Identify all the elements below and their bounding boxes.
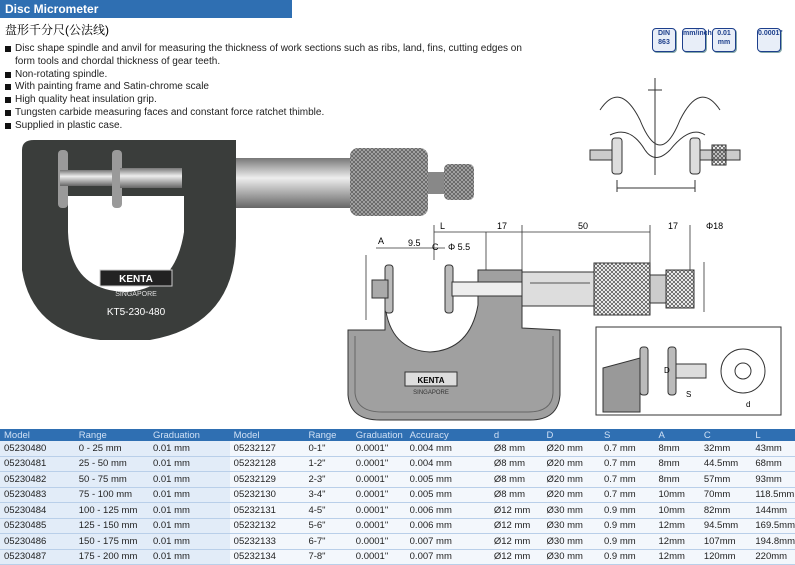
table-cell: 125 - 150 mm [75,518,149,534]
table-cell: 93mm [751,472,795,488]
table-cell: 0.0001" [352,534,406,550]
table-cell: 100 - 125 mm [75,503,149,519]
table-cell: 1-2" [304,456,351,472]
table-cell: Ø20 mm [543,456,600,472]
micrometer-photo [22,140,474,340]
col-D: D [543,429,600,441]
dim-phi55: Φ 5.5 [448,242,471,252]
table-cell: 68mm [751,456,795,472]
dim-50: 50 [578,221,589,231]
table-cell: 0.9 mm [600,534,655,550]
table-cell: 0.7 mm [600,472,655,488]
table-cell: 05230486 [0,534,75,550]
feature-item: High quality heat insulation grip. [5,94,525,107]
dim-95: 9.5 [408,238,421,248]
table-cell: Ø20 mm [543,472,600,488]
table-cell: 05232130 [230,487,305,503]
table-cell: 0.0001" [352,456,406,472]
col-model-inch: Model [230,429,305,441]
dim-17a: 17 [497,221,508,231]
din-badge-icon: DIN 863 [652,28,676,52]
table-cell: 57mm [700,472,752,488]
feature-item: With painting frame and Satin-chrome scale [5,81,525,94]
chinese-subtitle: 盘形千分尺(公法线) [5,23,109,37]
table-cell: 0.0001" [352,441,406,456]
table-cell: 0.9 mm [600,549,655,565]
table-cell: 5-6" [304,518,351,534]
table-cell: 05232128 [230,456,305,472]
dim-a: A [378,236,385,246]
table-row [0,472,795,488]
table-cell: Ø8 mm [490,487,543,503]
table-cell: 8mm [655,441,700,456]
table-cell: Ø8 mm [490,472,543,488]
table-cell: 82mm [700,503,752,519]
table-cell: 25 - 50 mm [75,456,149,472]
table-cell: 0.005 mm [406,472,490,488]
table-row [0,487,795,503]
table-cell: 0.7 mm [600,487,655,503]
table-cell: 05232127 [230,441,305,456]
dim-d-lower: d [746,400,751,409]
inch-resolution-badge-icon: 0.0001" [757,28,781,52]
table-cell: 0.01 mm [149,549,230,565]
table-cell: 32mm [700,441,752,456]
table-cell: 0.01 mm [149,472,230,488]
col-model: Model [0,429,75,441]
table-cell: 0 - 25 mm [75,441,149,456]
col-s: S [600,429,655,441]
model-code-label: KT5-230-480 [106,307,166,318]
table-cell: 6-7" [304,534,351,550]
dim-s: S [686,390,692,399]
resolution-badge-icon: 0.01 mm [712,28,736,52]
table-cell: 75 - 100 mm [75,487,149,503]
table-cell: 0-1" [304,441,351,456]
table-cell: 4-5" [304,503,351,519]
table-cell: 0.005 mm [406,487,490,503]
table-cell: 0.0001" [352,472,406,488]
table-cell: Ø30 mm [543,534,600,550]
origin-label: SINGAPORE [115,291,157,298]
feature-item: Non-rotating spindle. [5,69,525,82]
drawing-brand-label: KENTA [417,376,445,385]
col-c: C [700,429,752,441]
table-cell: 150 - 175 mm [75,534,149,550]
sleeve [236,158,356,208]
table-cell: Ø12 mm [490,503,543,519]
col-range: Range [75,429,149,441]
feature-item: Supplied in plastic case. [5,120,525,133]
col-l: L [751,429,795,441]
table-cell: 05230487 [0,549,75,565]
table-cell: 0.9 mm [600,518,655,534]
table-cell: 8mm [655,456,700,472]
table-cell: Ø30 mm [543,503,600,519]
table-cell: Ø30 mm [543,518,600,534]
table-cell: 12mm [655,534,700,550]
feature-item: Disc shape spindle and anvil for measuring the thickness of work sections such as ribs, land, fins, cutting edges on form tools and chordal thickness of gear teeth. [5,43,525,69]
col-d: d [490,429,543,441]
table-cell: 0.7 mm [600,441,655,456]
table-cell: 0.007 mm [406,549,490,565]
table-cell: 50 - 75 mm [75,472,149,488]
table-cell: 0.0001" [352,518,406,534]
table-cell: 194.8mm [751,534,795,550]
mm-inch-badge-icon: mm/inch [682,28,706,52]
table-cell: 220mm [751,549,795,565]
col-graduation-inch: Graduation [352,429,406,441]
dim-d-upper: D [664,366,670,375]
table-cell: 0.007 mm [406,534,490,550]
table-cell: Ø20 mm [543,487,600,503]
drawing-ratchet [666,270,694,308]
col-accuracy: Accuracy [406,429,490,441]
table-cell: 05230480 [0,441,75,456]
detail-section-box [596,327,781,415]
table-cell: 169.5mm [751,518,795,534]
table-cell: 0.004 mm [406,441,490,456]
table-cell: 0.01 mm [149,503,230,519]
table-cell: 118.5mm [751,487,795,503]
table-cell: 144mm [751,503,795,519]
table-cell: 10mm [655,487,700,503]
table-cell: 0.0001" [352,487,406,503]
ratchet [444,164,474,200]
table-cell: 7-8" [304,549,351,565]
table-cell: Ø20 mm [543,441,600,456]
table-body [0,441,795,565]
table-cell: 120mm [700,549,752,565]
table-cell: 0.006 mm [406,503,490,519]
table-cell: 12mm [655,518,700,534]
col-range-inch: Range [304,429,351,441]
table-cell: 70mm [700,487,752,503]
table-cell: 0.006 mm [406,518,490,534]
table-row [0,534,795,550]
table-row [0,518,795,534]
table-cell: 0.0001" [352,549,406,565]
table-cell: 05230485 [0,518,75,534]
table-cell: Ø8 mm [490,456,543,472]
table-cell: 107mm [700,534,752,550]
table-cell: 8mm [655,472,700,488]
dim-c: C [432,242,439,252]
feature-item: Tungsten carbide measuring faces and constant force ratchet thimble. [5,107,525,120]
table-cell: 3-4" [304,487,351,503]
table-cell: 0.01 mm [149,456,230,472]
table-cell: 05232134 [230,549,305,565]
table-cell: 05232129 [230,472,305,488]
table-cell: 2-3" [304,472,351,488]
table-cell: Ø12 mm [490,518,543,534]
dim-17b: 17 [668,221,679,231]
table-cell: 05230483 [0,487,75,503]
table-row [0,549,795,565]
table-row [0,503,795,519]
table-cell: 05232133 [230,534,305,550]
col-graduation: Graduation [149,429,230,441]
table-cell: 10mm [655,503,700,519]
table-cell: 05232132 [230,518,305,534]
table-cell: 05230484 [0,503,75,519]
table-cell: 05230482 [0,472,75,488]
gear-tooth-diagram [590,78,740,192]
table-cell: Ø12 mm [490,549,543,565]
dim-phi18: Φ18 [706,221,724,231]
table-cell: 0.7 mm [600,456,655,472]
table-cell: 0.01 mm [149,441,230,456]
table-cell: 0.004 mm [406,456,490,472]
table-cell: 0.9 mm [600,503,655,519]
table-cell: 05232131 [230,503,305,519]
table-cell: 0.01 mm [149,518,230,534]
drawing-origin-label: SINGAPORE [413,390,449,396]
page-title: Disc Micrometer [5,2,99,16]
model-table [0,429,795,565]
table-header-row [0,429,795,441]
thimble [350,148,428,216]
table-cell: 0.0001" [352,503,406,519]
table-cell: 05230481 [0,456,75,472]
table-cell: 94.5mm [700,518,752,534]
drawing-thimble [594,263,650,315]
dim-l: L [440,221,446,231]
table-row [0,441,795,456]
table-cell: 0.01 mm [149,487,230,503]
table-cell: Ø30 mm [543,549,600,565]
table-cell: 44.5mm [700,456,752,472]
brand-label: KENTA [119,274,153,285]
table-cell: 175 - 200 mm [75,549,149,565]
table-cell: Ø12 mm [490,534,543,550]
table-cell: 12mm [655,549,700,565]
table-cell: 43mm [751,441,795,456]
col-a: A [655,429,700,441]
table-cell: 0.01 mm [149,534,230,550]
table-row [0,456,795,472]
table-cell: Ø8 mm [490,441,543,456]
